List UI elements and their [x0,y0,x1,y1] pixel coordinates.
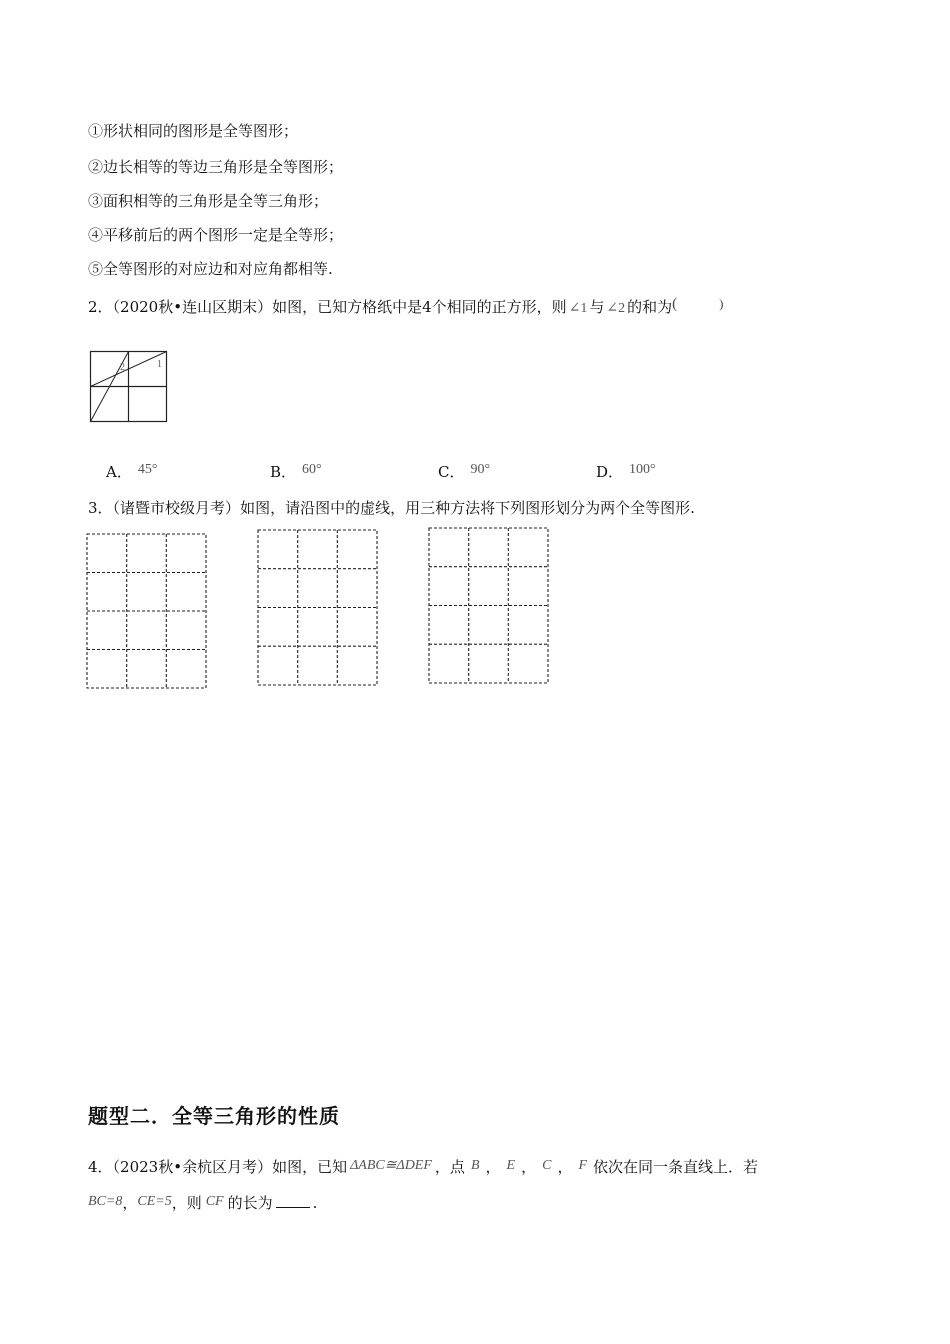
q4-end: . [312,1194,318,1212]
q2-source: （2020秋•连山区期末） [112,298,273,316]
q4-ce: CE=5 [137,1194,172,1209]
q2-number: 2． [88,298,113,316]
statement-2: ②边长相等的等边三角形是全等图形； [88,158,344,176]
choice-b [270,461,322,482]
q4-comma-4: ， [122,1194,138,1212]
choice-c-letter: C． [438,463,465,481]
q4-text1: 如图，已知 [272,1158,348,1176]
q4-number: 4． [88,1158,113,1176]
q2-tail: 的和为 [627,298,673,316]
choice-b-letter: B． [270,463,297,481]
q3-text: 如图，请沿图中的虚线，用三种方法将下列图形划分为两个全等图形. [240,499,695,517]
choice-a [106,461,157,482]
dashed-grid-3 [428,527,550,685]
choice-c [438,461,490,482]
statement-5: ⑤全等图形的对应边和对应角都相等. [88,260,333,278]
q4-point-e: E [506,1158,516,1173]
q4-source: （2023秋•余杭区月考） [112,1158,273,1176]
q2-angle1: ∠1 [568,301,588,316]
q2-paren-close: ) [719,296,724,311]
choice-b-value: 60° [302,462,322,477]
q4-text2: ，点 [434,1158,465,1176]
q3-source: （诸暨市校级月考） [112,499,241,517]
q4-comma-3: ， [557,1158,573,1176]
q4-text4: ，则 [171,1194,202,1212]
q4-comma-1: ， [485,1158,501,1176]
choice-d [596,461,656,482]
section-heading: 题型二．全等三角形的性质 [88,1104,340,1128]
q4-answer-blank[interactable] [276,1195,310,1208]
question-3 [88,497,695,518]
q4-cf: CF [205,1194,224,1209]
q2-and: 与 [589,298,605,316]
q2-figure-label-1: 1 [157,359,162,370]
q4-point-f: F [578,1158,588,1173]
q4-text5: 的长为 [227,1194,273,1212]
choice-c-value: 90° [470,462,491,477]
q2-grid-figure [88,350,168,424]
choice-d-letter: D． [596,463,624,481]
dashed-grid-1 [86,533,208,691]
q2-text: 如图，已知方格纸中是4个相同的正方形，则 [272,298,567,316]
q3-number: 3． [88,499,113,517]
statement-3: ③面积相等的三角形是全等三角形； [88,192,329,210]
question-4-line-2 [88,1192,317,1213]
choice-a-value: 45° [137,462,158,477]
question-4-line-1 [88,1156,758,1177]
q4-comma-2: ， [521,1158,537,1176]
question-2 [88,296,723,317]
q2-figure-label-2: 2 [120,362,125,373]
q4-text3: 依次在同一条直线上．若 [593,1158,759,1176]
q4-congruence: ΔABC≅ΔDEF [350,1158,432,1173]
q4-point-b: B [470,1158,480,1173]
choice-d-value: 100° [629,462,656,477]
statement-4: ④平移前后的两个图形一定是全等形； [88,226,344,244]
statement-1: ①形状相同的图形是全等图形； [88,122,299,140]
q2-angle2: ∠2 [606,301,626,316]
dashed-grid-2 [257,529,379,687]
q4-bc: BC=8 [88,1194,123,1209]
q4-point-c: C [542,1158,552,1173]
choice-a-letter: A． [106,463,132,481]
q2-paren-open: ( [672,296,678,312]
